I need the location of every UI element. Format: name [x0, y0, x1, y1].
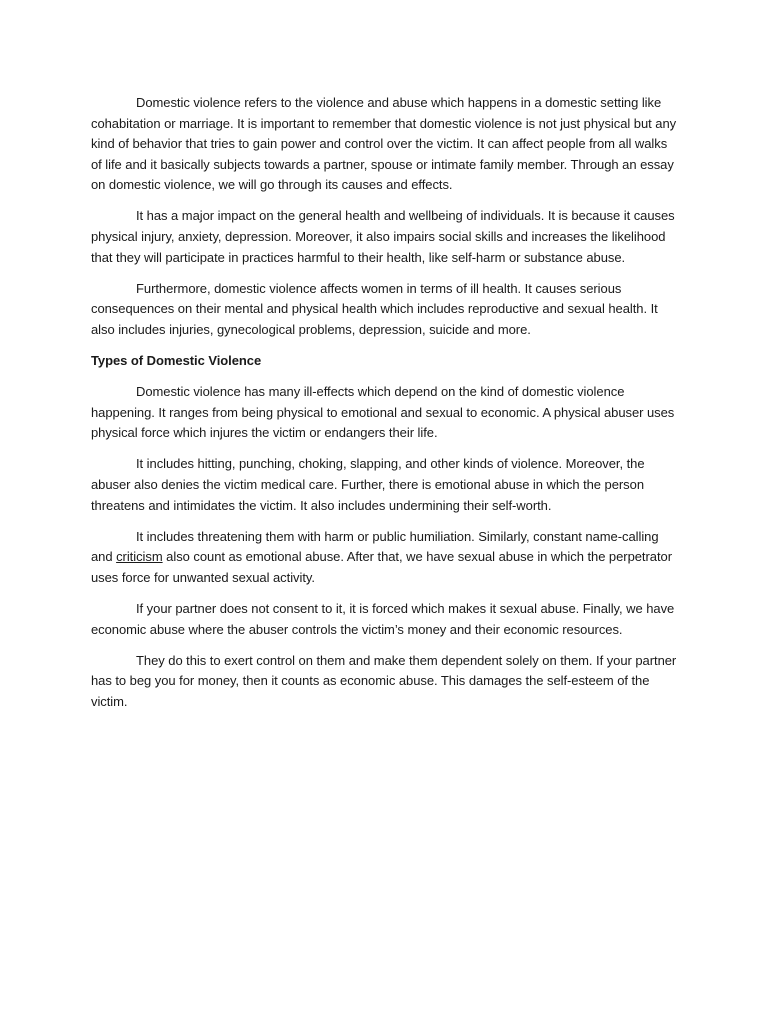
paragraph-women-health: Furthermore, domestic violence affects women in terms of ill health. It causes serious consequences on their mental and physical health which includes reproductive and sexual health. It also includes injuries, gynecological problems, depression, suicide and more.: [91, 280, 658, 337]
section-heading: Types of Domestic Violence: [91, 353, 262, 369]
paragraph-physical-emotional: It includes hitting, punching, choking, slapping, and other kinds of violence. Moreover, the abuser also denies the victim medical care. Further, there is emotional abuse in which the person threatens and intimidates the victim. It also includes undermining their self-worth.: [91, 456, 645, 513]
paragraph-text-end: also count as emotional abuse. After that, we have sexual abuse in which the perpetrator uses force for unwanted sexual activity.: [91, 549, 672, 585]
paragraph-intro: Domestic violence refers to the violence and abuse which happens in a domestic setting like cohabitation or marriage. It is important to remember that domestic violence is not just physical but any kind of behavior that tries to gain power and control over the victim. It can affect people from all walks of life and it basically subjects towards a partner, spouse or intimate family member. Through an essay on domestic violence, we will go through its causes and effects.: [91, 95, 677, 193]
paragraph-sexual-economic: If your partner does not consent to it, it is forced which makes it sexual abuse. Finally, we have economic abuse where the abuser controls the victim’s money and their economic resources.: [91, 600, 675, 637]
paragraph-emotional-sexual: [91, 527, 679, 589]
document-body: [91, 93, 679, 723]
criticism-link[interactable]: criticism: [116, 549, 163, 565]
paragraph-types-overview: Domestic violence has many ill-effects which depend on the kind of domestic violence happening. It ranges from being physical to emotional and sexual to economic. A physical abuser uses physical force which injures the victim or endangers their life.: [91, 384, 675, 441]
paragraph-health-impact: It has a major impact on the general health and wellbeing of individuals. It is because it causes physical injury, anxiety, depression. Moreover, it also impairs social skills and increases the likelihood that they will participate in practices harmful to their health, like self-harm or substance abuse.: [91, 208, 675, 265]
paragraph-text-start: It includes threatening them with harm or public humiliation. Similarly, constant name-calling and: [91, 528, 659, 565]
paragraph-economic-control: They do this to exert control on them and make them dependent solely on them. If your partner has to beg you for money, then it counts as economic abuse. This damages the self-esteem of the victim.: [91, 652, 677, 709]
